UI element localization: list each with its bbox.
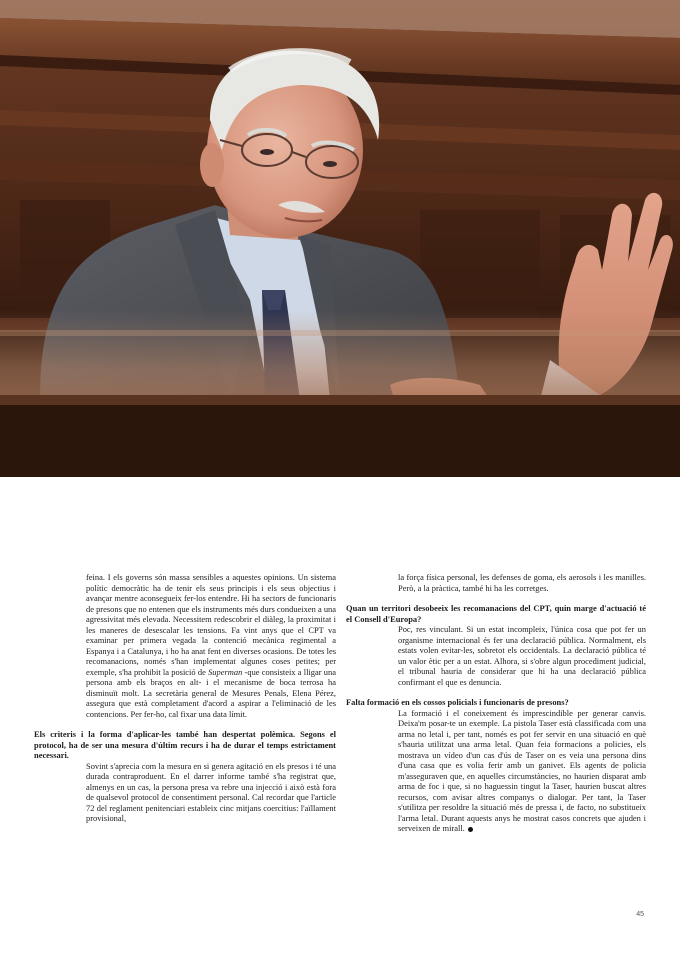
interview-question: Els criteris i la forma d'aplicar-les també han despertat polèmica. Segons el protocol, ha de ser una mesura d'últim recurs i ha de durar el temps estrictament necessari.: [34, 729, 336, 760]
interview-question: Falta formació en els cossos policials i funcionaris de presons?: [346, 697, 569, 707]
italic-term: Superman: [208, 666, 243, 677]
answer-paragraph: [34, 572, 336, 719]
page-number: 45: [636, 911, 644, 918]
portrait-photo-graphic: [0, 0, 680, 477]
answer-paragraph: la força física personal, les defenses de goma, els aerosols i les manilles. Però, a la pràctica, també hi ha les corretges.: [398, 572, 646, 593]
answer-text: feina. I els governs són massa sensibles a aquestes opinions. Un sistema polític democràtic ha de tenir els seus principis i els seus objectius i avançar mentre aconsegueix fer-los entendre. Hi ha sectors de funcionaris de presons que no entenen que els instruments més durs condueixen a una agressivitat més elevada. Necessitem redescobrir el diàleg, la proximitat i les maneres de desescalar les tensions. Fa vint anys que el CPT va examinar per primera vegada la contenció mecànica regimental a Espanya i a Catalunya, i ho ha anat fent en diverses ocasions. De totes les recomanacions, només s'han implementat algunes coses petites; per exemple, s'ha prohibit la posició de: [86, 572, 336, 677]
end-of-article-icon: [468, 827, 473, 832]
answer-text: La formació i el coneixement és imprescindible per generar canvis. Deixa'm posar-te un exemple. La pistola Taser està classificada com una arma no letal i, per tant, només es pot fer servir en una situació en què s'hauria utilitzat una arma letal. Quan feia formacions a policies, els mostrava un vídeo d'un cas d'ús de Taser on es veia una persona dins d'una casa que es volia ferir amb un ganivet. Els agents de policia m'asseguraven que, en aquelles circumstàncies, no haurien disparat amb arma de foc i que, si no haguessin tingut la Taser, haurien buscat altres recursos, com avisar altres companys o dialogar. Per tant, la Taser s'utilitza per resoldre la situació més de pressa i, de facto, no substitueix l'arma letal. Durant aquests anys he mostrat casos concrets que ajuden i serveixen de mirall.: [398, 707, 646, 833]
portrait-photo: [0, 0, 680, 477]
interview-question: Quan un territori desobeeix les recomanacions del CPT, quin marge d'actuació té el Consell d'Europa?: [346, 603, 646, 624]
answer-paragraph: [346, 708, 646, 834]
right-column: [346, 572, 646, 834]
answer-paragraph: Sovint s'aprecia com la mesura en si genera agitació en els presos i té una durada contraproduent. En el darrer informe també s'ha registrat que, almenys en un cas, la persona presa va rebre una injecció i això està fora de qualsevol protocol de consentiment personal. Cal recordar que l'article 72 del reglament penitenciari estableix cinc mitjans coercitius: l'aïllament provisional,: [86, 760, 336, 823]
left-column: [34, 572, 336, 824]
answer-paragraph: Poc, res vinculant. Si un estat incompleix, l'única cosa que pot fer un organisme internacional és fer una declaració pública. Normalment, els estats volen evitar-les, sobretot els occidentals. La declaració pública té un valor ètic per a un estat. Alhora, si s'obre algun procediment judicial, el tribunal hauria de considerar que hi ha una declaració pública confirmant el que es denuncia.: [398, 624, 646, 687]
answer-text-tail: -que consisteix a lligar una persona amb els braços en alt- i el mecanisme de boca terrosa ha disminuït molt. La secretària general de Mesures Penals, Elena Pérez, assegura que està completament d'acord a aspirar a l'eliminació de les contencions. Per fer-ho, cal fixar una data límit.: [86, 666, 336, 719]
